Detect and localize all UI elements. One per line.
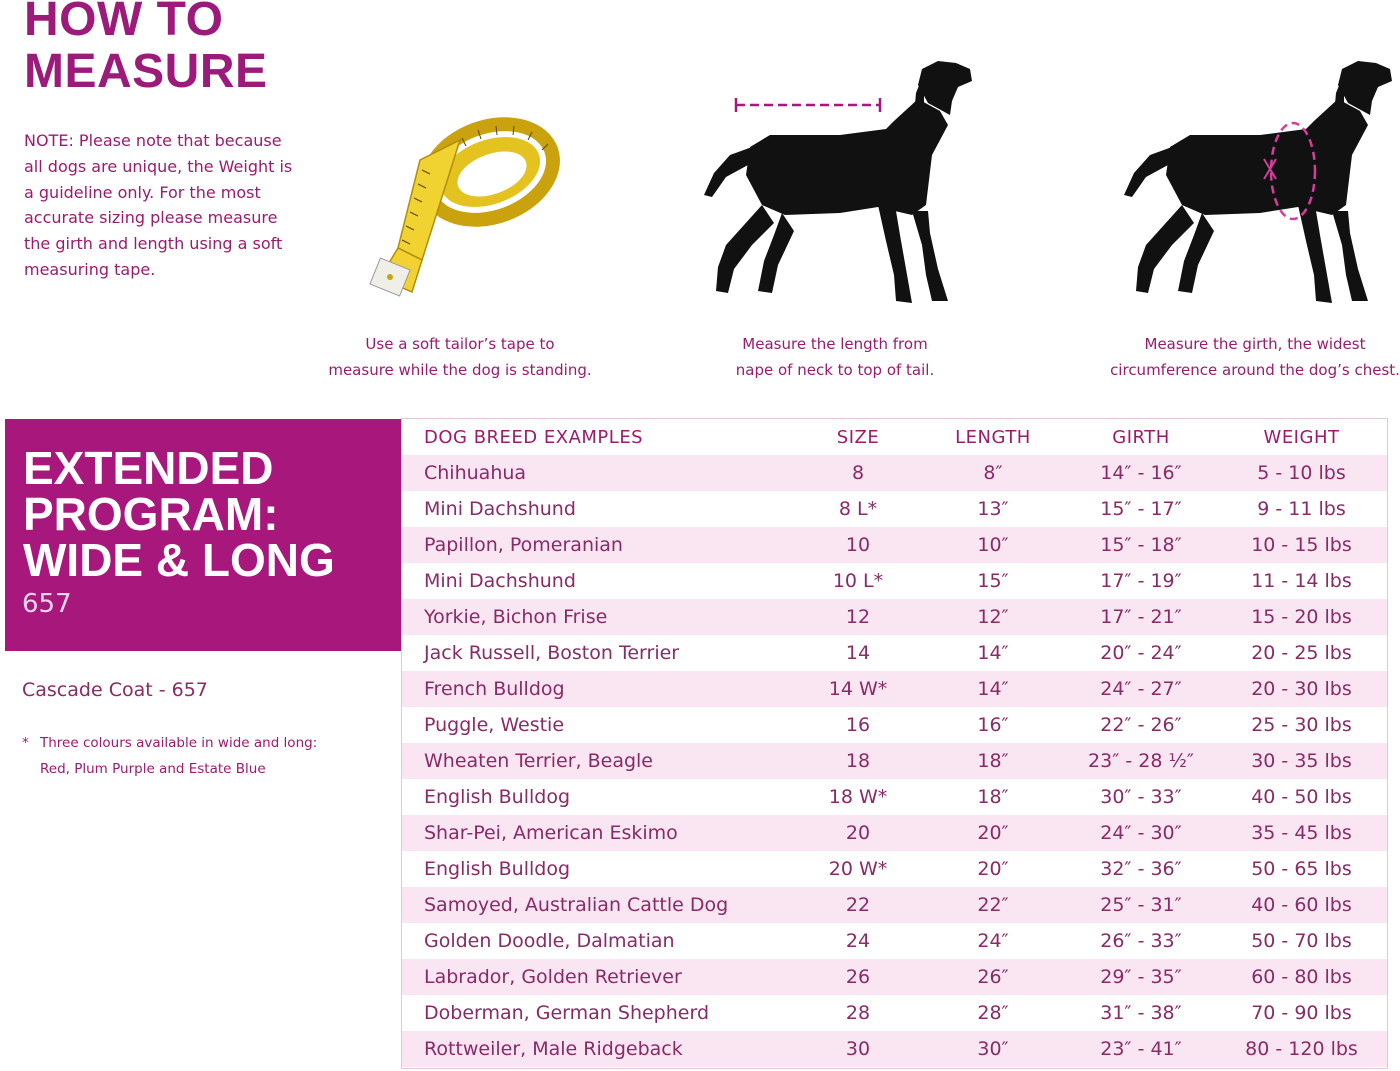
cell-girth: 17″ - 19″ <box>1066 563 1216 599</box>
cell-size: 14 W* <box>796 671 920 707</box>
cell-size: 20 W* <box>796 851 920 887</box>
cell-breed: Jack Russell, Boston Terrier <box>402 635 796 671</box>
table-row <box>402 527 1387 563</box>
table-header-row <box>402 419 1387 455</box>
cell-weight: 20 - 30 lbs <box>1216 671 1387 707</box>
sizing-note: NOTE: Please note that because all dogs are unique, the Weight is a guideline only. For the most accurate sizing please measure the girth and length using a soft measuring tape. <box>24 131 293 279</box>
title-line-1: HOW TO <box>24 0 224 46</box>
cell-girth: 17″ - 21″ <box>1066 599 1216 635</box>
cell-length: 8″ <box>920 455 1066 491</box>
cell-girth: 31″ - 38″ <box>1066 995 1216 1031</box>
cell-weight: 20 - 25 lbs <box>1216 635 1387 671</box>
dog-length-icon <box>690 55 990 315</box>
cell-length: 10″ <box>920 527 1066 563</box>
program-heading-line: WIDE & LONG <box>23 534 335 586</box>
cell-girth: 24″ - 27″ <box>1066 671 1216 707</box>
cell-breed: Papillon, Pomeranian <box>402 527 796 563</box>
colour-footnote <box>22 731 352 782</box>
cell-breed: Chihuahua <box>402 455 796 491</box>
cell-length: 14″ <box>920 671 1066 707</box>
cell-weight: 15 - 20 lbs <box>1216 599 1387 635</box>
caption-line: nape of neck to top of tail. <box>735 361 935 379</box>
cell-breed: Rottweiler, Male Ridgeback <box>402 1031 796 1067</box>
cell-girth: 29″ - 35″ <box>1066 959 1216 995</box>
cell-size: 18 W* <box>796 779 920 815</box>
cell-length: 28″ <box>920 995 1066 1031</box>
cell-size: 8 <box>796 455 920 491</box>
cell-length: 30″ <box>920 1031 1066 1067</box>
table-row <box>402 815 1387 851</box>
table-row <box>402 851 1387 887</box>
table-row <box>402 959 1387 995</box>
cell-girth: 32″ - 36″ <box>1066 851 1216 887</box>
cell-size: 28 <box>796 995 920 1031</box>
cell-girth: 14″ - 16″ <box>1066 455 1216 491</box>
cell-size: 20 <box>796 815 920 851</box>
measuring-tape-icon <box>360 100 580 305</box>
table-row <box>402 599 1387 635</box>
caption-line: measure while the dog is standing. <box>328 361 592 379</box>
table-row <box>402 491 1387 527</box>
product-name: Cascade Coat - 657 <box>22 679 208 701</box>
cell-girth: 20″ - 24″ <box>1066 635 1216 671</box>
cell-weight: 40 - 50 lbs <box>1216 779 1387 815</box>
table-row <box>402 995 1387 1031</box>
cell-size: 26 <box>796 959 920 995</box>
column-header-size: SIZE <box>836 426 880 448</box>
footnote-star: * <box>22 735 29 751</box>
column-header-breed: DOG BREED EXAMPLES <box>424 426 644 448</box>
cell-breed: English Bulldog <box>402 851 796 887</box>
cell-girth: 15″ - 17″ <box>1066 491 1216 527</box>
cell-girth: 26″ - 33″ <box>1066 923 1216 959</box>
program-code: 657 <box>22 589 72 619</box>
table-row <box>402 563 1387 599</box>
table-row <box>402 635 1387 671</box>
cell-weight: 70 - 90 lbs <box>1216 995 1387 1031</box>
cell-length: 16″ <box>920 707 1066 743</box>
column-header-girth: GIRTH <box>1112 426 1170 448</box>
cell-breed: Shar-Pei, American Eskimo <box>402 815 796 851</box>
cell-weight: 30 - 35 lbs <box>1216 743 1387 779</box>
program-heading-line: PROGRAM: <box>23 488 279 540</box>
program-heading <box>23 442 335 586</box>
caption-line: Measure the length from <box>742 335 928 353</box>
step-caption-tape <box>300 331 620 383</box>
cell-girth: 25″ - 31″ <box>1066 887 1216 923</box>
cell-size: 10 <box>796 527 920 563</box>
cell-length: 12″ <box>920 599 1066 635</box>
cell-weight: 10 - 15 lbs <box>1216 527 1387 563</box>
cell-weight: 9 - 11 lbs <box>1216 491 1387 527</box>
cell-length: 18″ <box>920 743 1066 779</box>
cell-breed: Golden Doodle, Dalmatian <box>402 923 796 959</box>
cell-weight: 25 - 30 lbs <box>1216 707 1387 743</box>
cell-breed: Mini Dachshund <box>402 491 796 527</box>
table-row <box>402 671 1387 707</box>
cell-girth: 15″ - 18″ <box>1066 527 1216 563</box>
cell-size: 16 <box>796 707 920 743</box>
cell-weight: 50 - 65 lbs <box>1216 851 1387 887</box>
cell-girth: 30″ - 33″ <box>1066 779 1216 815</box>
cell-length: 15″ <box>920 563 1066 599</box>
cell-length: 20″ <box>920 815 1066 851</box>
dog-girth-icon <box>1110 55 1400 315</box>
cell-breed: Labrador, Golden Retriever <box>402 959 796 995</box>
size-chart <box>401 418 1388 1069</box>
title-line-2: MEASURE <box>24 45 268 98</box>
table-row <box>402 779 1387 815</box>
caption-line: Use a soft tailor’s tape to <box>365 335 555 353</box>
cell-girth: 24″ - 30″ <box>1066 815 1216 851</box>
table-row <box>402 707 1387 743</box>
cell-size: 30 <box>796 1031 920 1067</box>
cell-weight: 50 - 70 lbs <box>1216 923 1387 959</box>
cell-size: 14 <box>796 635 920 671</box>
table-row <box>402 455 1387 491</box>
page-title <box>24 0 268 98</box>
cell-girth: 23″ - 28 ½″ <box>1066 743 1216 779</box>
size-table <box>402 419 1387 1067</box>
table-row <box>402 887 1387 923</box>
table-row <box>402 1031 1387 1067</box>
cell-girth: 23″ - 41″ <box>1066 1031 1216 1067</box>
cell-size: 22 <box>796 887 920 923</box>
cell-weight: 11 - 14 lbs <box>1216 563 1387 599</box>
program-heading-line: EXTENDED <box>23 442 274 494</box>
cell-size: 24 <box>796 923 920 959</box>
cell-length: 24″ <box>920 923 1066 959</box>
cell-breed: Puggle, Westie <box>402 707 796 743</box>
cell-length: 26″ <box>920 959 1066 995</box>
cell-size: 18 <box>796 743 920 779</box>
cell-breed: French Bulldog <box>402 671 796 707</box>
cell-weight: 5 - 10 lbs <box>1216 455 1387 491</box>
cell-breed: Yorkie, Bichon Frise <box>402 599 796 635</box>
cell-girth: 22″ - 26″ <box>1066 707 1216 743</box>
cell-length: 18″ <box>920 779 1066 815</box>
footnote-line: Red, Plum Purple and Estate Blue <box>40 760 266 777</box>
cell-breed: Samoyed, Australian Cattle Dog <box>402 887 796 923</box>
column-header-weight: WEIGHT <box>1263 426 1340 448</box>
caption-line: Measure the girth, the widest <box>1144 335 1366 353</box>
cell-length: 22″ <box>920 887 1066 923</box>
cell-size: 8 L* <box>796 491 920 527</box>
cell-breed: Doberman, German Shepherd <box>402 995 796 1031</box>
cell-weight: 60 - 80 lbs <box>1216 959 1387 995</box>
cell-length: 14″ <box>920 635 1066 671</box>
table-row <box>402 923 1387 959</box>
cell-weight: 80 - 120 lbs <box>1216 1031 1387 1067</box>
column-header-length: LENGTH <box>955 426 1031 448</box>
cell-length: 20″ <box>920 851 1066 887</box>
cell-breed: Mini Dachshund <box>402 563 796 599</box>
cell-breed: English Bulldog <box>402 779 796 815</box>
table-row <box>402 743 1387 779</box>
footnote-line: Three colours available in wide and long: <box>40 735 318 751</box>
cell-size: 10 L* <box>796 563 920 599</box>
step-caption-girth <box>1100 331 1400 383</box>
cell-breed: Wheaten Terrier, Beagle <box>402 743 796 779</box>
step-caption-length <box>690 331 980 383</box>
cell-weight: 35 - 45 lbs <box>1216 815 1387 851</box>
cell-weight: 40 - 60 lbs <box>1216 887 1387 923</box>
program-banner <box>5 419 402 651</box>
cell-length: 13″ <box>920 491 1066 527</box>
cell-size: 12 <box>796 599 920 635</box>
caption-line: circumference around the dog’s chest. <box>1110 361 1400 379</box>
